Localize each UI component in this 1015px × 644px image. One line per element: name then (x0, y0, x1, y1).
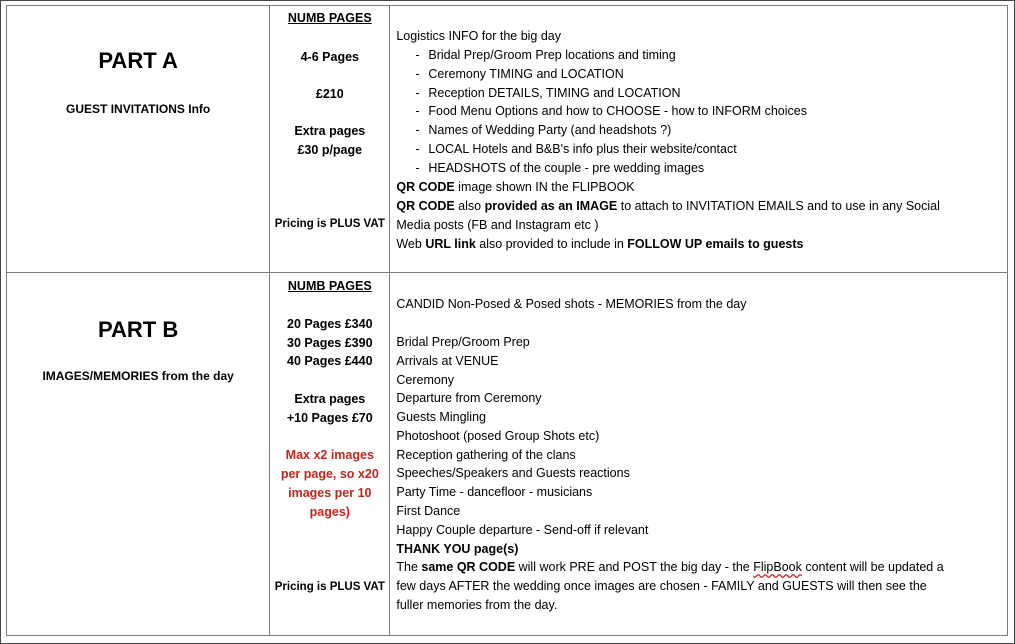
part-a-bullet: - Ceremony TIMING and LOCATION (415, 67, 624, 81)
part-a-details-cell (390, 6, 1008, 273)
part-a-bullet: - Food Menu Options and how to CHOOSE - how to INFORM choices (415, 104, 807, 118)
part-b-title: PART B (97, 317, 179, 342)
part-b-max-note: images per 10 (288, 486, 372, 500)
part-b-max-note: Max x2 images (285, 448, 374, 462)
part-a-title: PART A (98, 48, 178, 73)
part-a-row (7, 6, 1008, 273)
part-a-subtitle: GUEST INVITATIONS Info (66, 102, 211, 116)
part-a-pages: 4-6 Pages (300, 50, 359, 64)
part-a-bullet: - Names of Wedding Party (and headshots ?) (415, 123, 672, 137)
part-b-row (7, 273, 1008, 636)
part-b-item: Bridal Prep/Groom Prep (396, 335, 530, 349)
part-a-extra-price: £30 p/page (297, 143, 363, 157)
part-a-bullet: - Reception DETAILS, TIMING and LOCATION (415, 86, 681, 100)
part-b-item: Arrivals at VENUE (396, 354, 499, 368)
part-b-pages-header: NUMB PAGES (287, 279, 372, 293)
part-b-item: Speeches/Speakers and Guests reactions (396, 466, 630, 480)
part-a-bullet: - Bridal Prep/Groom Prep locations and timing (415, 48, 676, 62)
part-b-item: Photoshoot (posed Group Shots etc) (396, 429, 600, 443)
part-a-price: £210 (315, 87, 344, 101)
part-a-extra-label: Extra pages (294, 124, 366, 138)
part-a-qr-line-2: QR CODE also provided as an IMAGE to attach to INVITATION EMAILS and to use in any Social (396, 199, 940, 213)
part-b-thanks: THANK YOU page(s) (396, 542, 519, 556)
part-a-label-cell (7, 6, 270, 273)
part-a-vat-note: Pricing is PLUS VAT (274, 218, 385, 230)
part-b-item: Guests Mingling (396, 410, 486, 424)
part-b-intro: CANDID Non-Posed & Posed shots - MEMORIES from the day (396, 297, 747, 311)
part-b-details-cell (390, 273, 1008, 636)
part-b-closing-line-1: The same QR CODE will work PRE and POST the big day - the FlipBook content will be updated a (396, 560, 944, 574)
part-b-extra-price: +10 Pages £70 (286, 411, 373, 425)
part-a-bullet: - LOCAL Hotels and B&B's info plus their website/contact (415, 142, 737, 156)
part-b-item: Happy Couple departure - Send-off if relevant (396, 523, 649, 537)
part-b-item: Party Time - dancefloor - musicians (396, 485, 593, 499)
part-b-tier-3: 40 Pages £440 (287, 354, 373, 368)
part-b-subtitle: IMAGES/MEMORIES from the day (42, 369, 234, 383)
part-a-intro: Logistics INFO for the big day (396, 29, 562, 43)
part-a-qr-line-3: Media posts (FB and Instagram etc ) (396, 218, 599, 232)
part-a-qr-line-1: QR CODE image shown IN the FLIPBOOK (396, 180, 635, 194)
part-b-pricing-cell (270, 273, 390, 636)
part-b-label-cell (7, 273, 270, 636)
part-a-pricing-cell (270, 6, 390, 273)
part-b-tier-2: 30 Pages £390 (287, 336, 373, 350)
part-b-vat-note: Pricing is PLUS VAT (274, 581, 385, 593)
part-a-pages-header: NUMB PAGES (287, 11, 372, 25)
part-b-max-note: pages) (309, 505, 350, 519)
part-b-closing-line-2: few days AFTER the wedding once images are chosen - FAMILY and GUESTS will then see the (396, 579, 927, 593)
part-b-item: Departure from Ceremony (396, 391, 542, 405)
part-b-item: Ceremony (396, 373, 455, 387)
part-a-bullet: - HEADSHOTS of the couple - pre wedding images (415, 161, 705, 175)
part-b-item: First Dance (396, 504, 461, 518)
part-b-tier-1: 20 Pages £340 (287, 317, 373, 331)
part-b-closing-line-3: fuller memories from the day. (396, 598, 558, 612)
part-b-max-note: per page, so x20 (280, 467, 379, 481)
part-b-item: Reception gathering of the clans (396, 448, 576, 462)
part-a-web-line: Web URL link also provided to include in FOLLOW UP emails to guests (396, 237, 804, 251)
pricing-table (6, 5, 1008, 636)
part-b-extra-label: Extra pages (294, 392, 366, 406)
